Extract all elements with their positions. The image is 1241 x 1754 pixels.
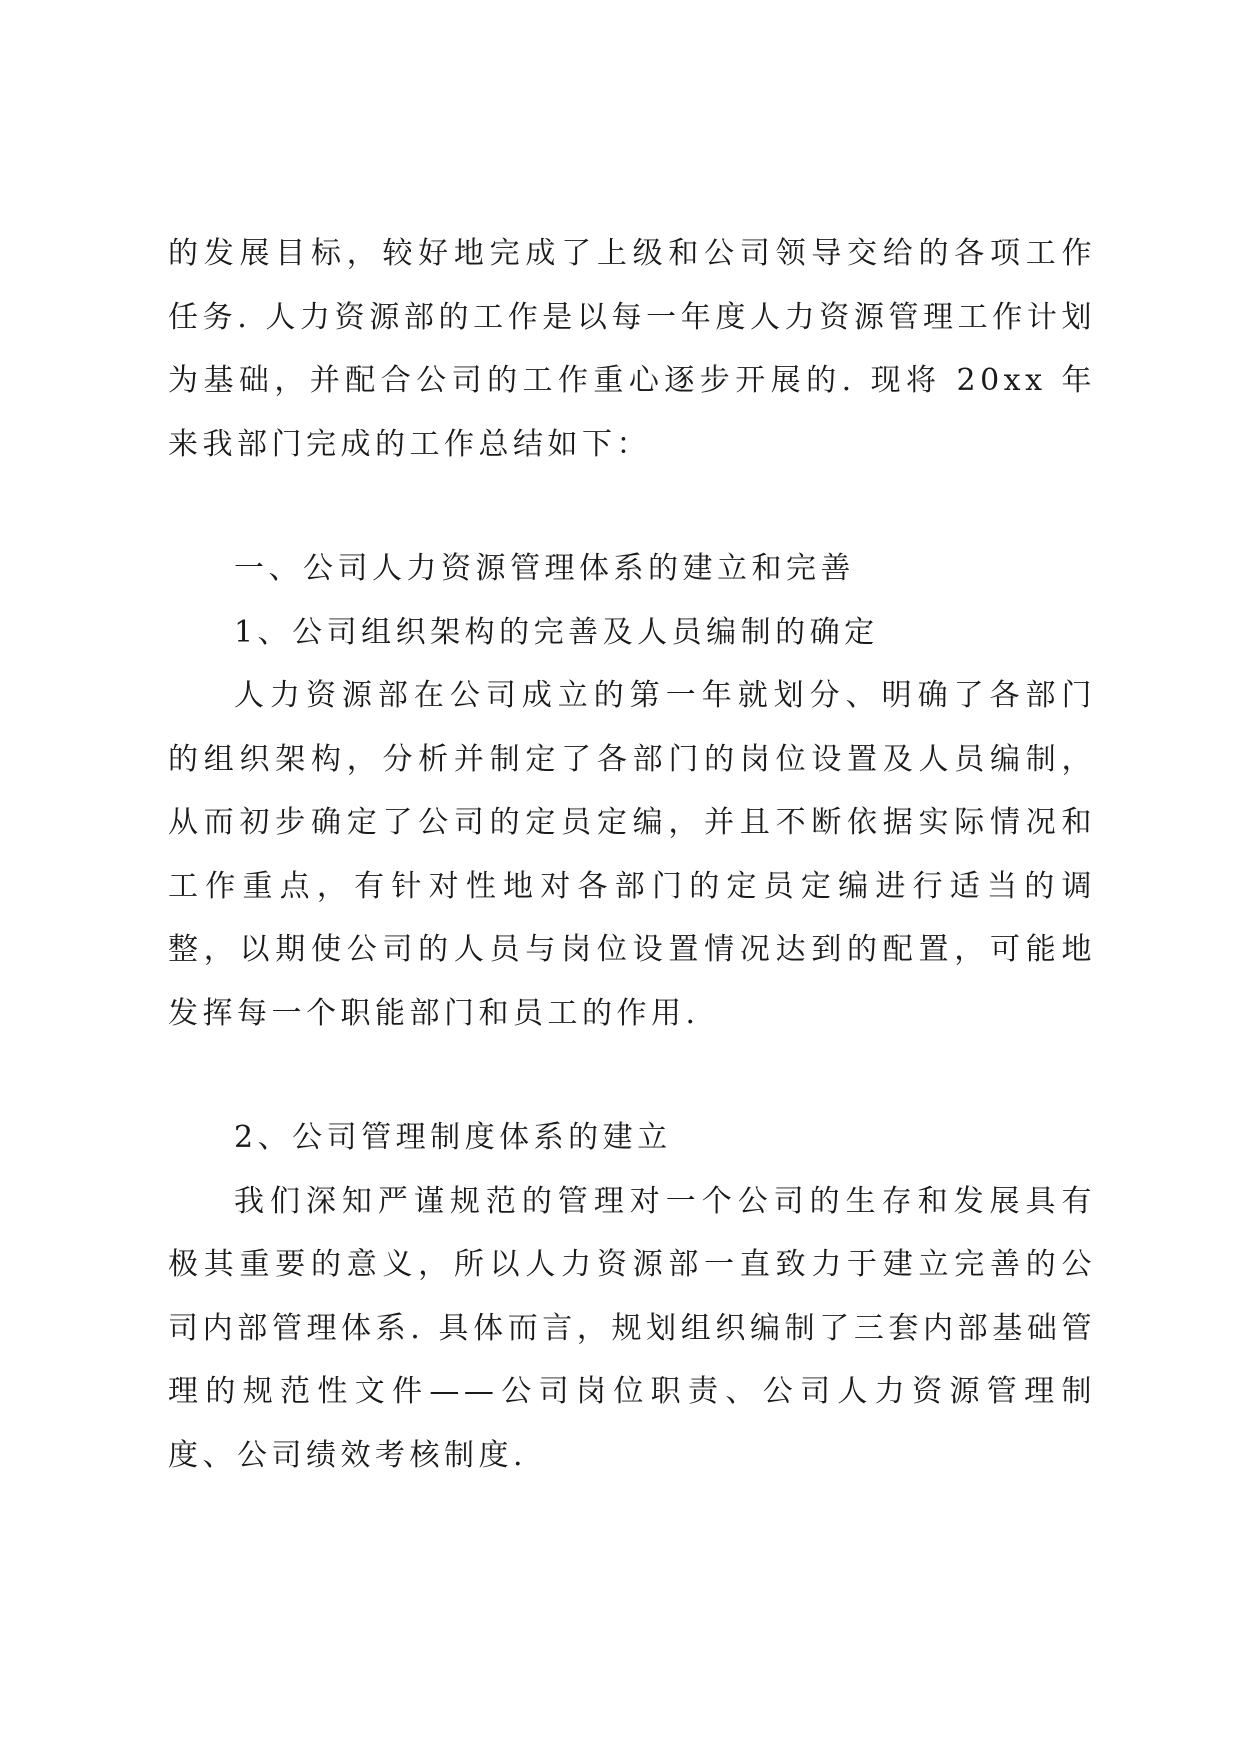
subsection-2-body: 我们深知严谨规范的管理对一个公司的生存和发展具有极其重要的意义，所以人力资源部一直致力于建立完善的公司内部管理体系. 具体而言，规划组织编制了三套内部基础管理的规范性文件——公司岗位职责、公司人力资源管理制度、公司绩效考核制度. (168, 1183, 1096, 1473)
section-1-heading: 一、公司人力资源管理体系的建立和完善 (234, 551, 855, 586)
intro-paragraph: 的发展目标，较好地完成了上级和公司领导交给的各项工作任务. 人力资源部的工作是以每一年度人力资源管理工作计划为基础，并配合公司的工作重心逐步开展的. 现将 20xx 年来我部门完成的工作总结如下： (168, 236, 1096, 462)
subsection-1-body: 人力资源部在公司成立的第一年就划分、明确了各部门的组织架构，分析并制定了各部门的岗位设置及人员编制，从而初步确定了公司的定员定编，并且不断依据实际情况和工作重点，有针对性地对各部门的定员定编进行适当的调整，以期使公司的人员与岗位设置情况达到的配置，可能地发挥每一个职能部门和员工的作用. (168, 678, 1096, 1031)
subsection-2-heading: 2、公司管理制度体系的建立 (234, 1120, 672, 1155)
document-body (168, 222, 1096, 1487)
subsection-1-heading: 1、公司组织架构的完善及人员编制的确定 (234, 614, 879, 650)
